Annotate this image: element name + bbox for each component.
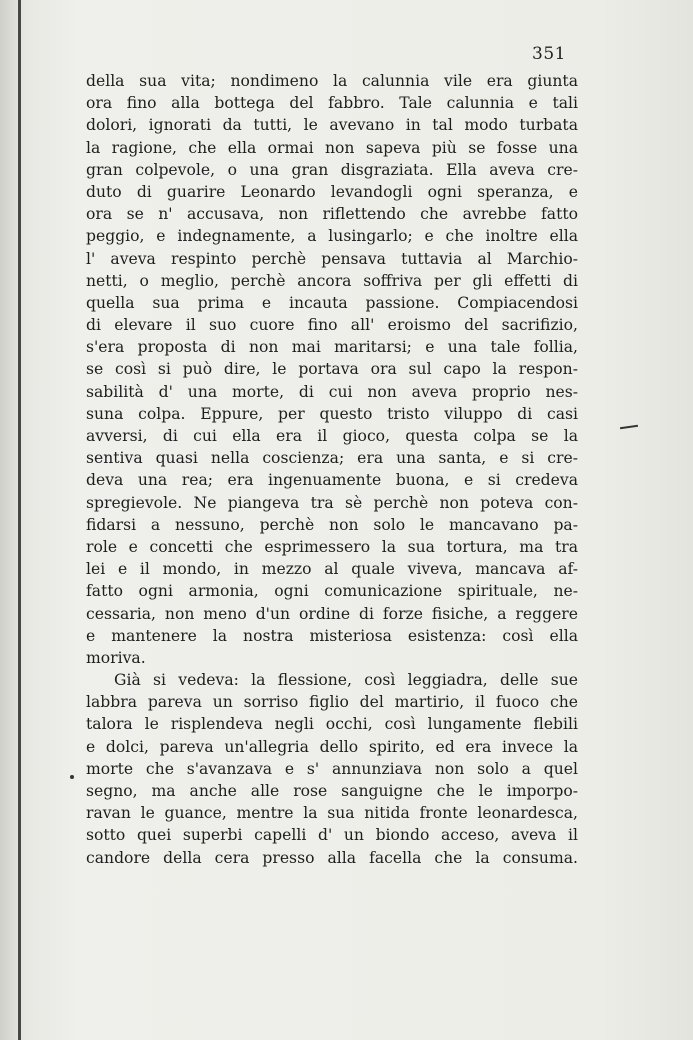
text-line: avversi, di cui ella era il gioco, questa colpa se la	[86, 427, 578, 445]
text-line: sabilità d' una morte, di cui non aveva proprio nes-	[86, 382, 578, 401]
text-line: fatto ogni armonia, ogni comunicazione spirituale, ne-	[86, 582, 578, 601]
text-line: e mantenere la nostra misteriosa esistenza: così ella	[86, 626, 578, 645]
text-line: sentiva quasi nella coscienza; era una santa, e si cre-	[86, 449, 578, 468]
text-line: candore della cera presso alla facella che la consuma.	[86, 848, 578, 867]
text-line: role e concetti che esprimessero la sua tortura, ma tra	[86, 537, 578, 556]
text-line: ora se n' accusava, non riflettendo che avrebbe fatto	[86, 205, 578, 224]
page-number: 351	[532, 44, 566, 64]
text-line: morte che s'avanzava e s' annunziava non solo a quel	[86, 759, 578, 778]
text-line: cessaria, non meno d'un ordine di forze fisiche, a reggere	[86, 604, 578, 623]
text-line: moriva.	[86, 648, 146, 667]
text-line: suna colpa. Eppure, per questo tristo viluppo di casi	[86, 404, 578, 423]
text-line: netti, o meglio, perchè ancora soffriva per gli effetti di	[86, 271, 578, 290]
text-line: gran colpevole, o una gran disgraziata. Ella aveva cre-	[86, 160, 578, 179]
body-text	[86, 70, 578, 869]
text-line: quella sua prima e incauta passione. Compiacendosi	[86, 293, 578, 312]
paragraph-start-line: Già si vedeva: la flessione, così leggiadra, delle sue	[114, 671, 578, 690]
text-line: e dolci, pareva un'allegria dello spirito, ed era invece la	[86, 737, 578, 756]
text-line: segno, ma anche alle rose sanguigne che le imporpo-	[86, 782, 578, 800]
margin-dot-mark	[70, 775, 74, 779]
text-line: se così si può dire, le portava ora sul capo la respon-	[86, 360, 578, 379]
text-line: ravan le guance, mentre la sua nitida fronte leonardesca,	[86, 804, 578, 823]
text-line: peggio, e indegnamente, a lusingarlo; e che inoltre ella	[86, 227, 578, 246]
text-line: della sua vita; nondimeno la calunnia vile era giunta	[86, 72, 578, 90]
text-line: duto di guarire Leonardo levandogli ogni speranza, e	[86, 182, 578, 201]
text-line: labbra pareva un sorriso figlio del martirio, il fuoco che	[86, 693, 578, 712]
text-line: sotto quei superbi capelli d' un biondo acceso, aveva il	[86, 826, 578, 845]
text-line: dolori, ignorati da tutti, le avevano in tal modo turbata	[86, 116, 578, 135]
text-line: s'era proposta di non mai maritarsi; e una tale follia,	[86, 338, 578, 357]
text-line: spregievole. Ne piangeva tra sè perchè non poteva con-	[86, 493, 578, 512]
text-line: di elevare il suo cuore fino all' eroismo del sacrifizio,	[86, 316, 578, 335]
margin-pencil-mark	[620, 425, 638, 429]
binding-edge	[18, 0, 21, 1040]
text-line: deva una rea; era ingenuamente buona, e si credeva	[86, 471, 578, 490]
text-line: l' aveva respinto perchè pensava tuttavia al Marchio-	[86, 249, 578, 268]
text-line: ora fino alla bottega del fabbro. Tale calunnia e tali	[86, 94, 578, 113]
text-line: la ragione, che ella ormai non sapeva più se fosse una	[86, 138, 578, 157]
text-line: talora le risplendeva negli occhi, così lungamente flebili	[86, 715, 578, 734]
binding-shadow	[0, 0, 18, 1040]
text-line: fidarsi a nessuno, perchè non solo le mancavano pa-	[86, 515, 578, 534]
text-line: lei e il mondo, in mezzo al quale viveva, mancava af-	[86, 560, 578, 579]
